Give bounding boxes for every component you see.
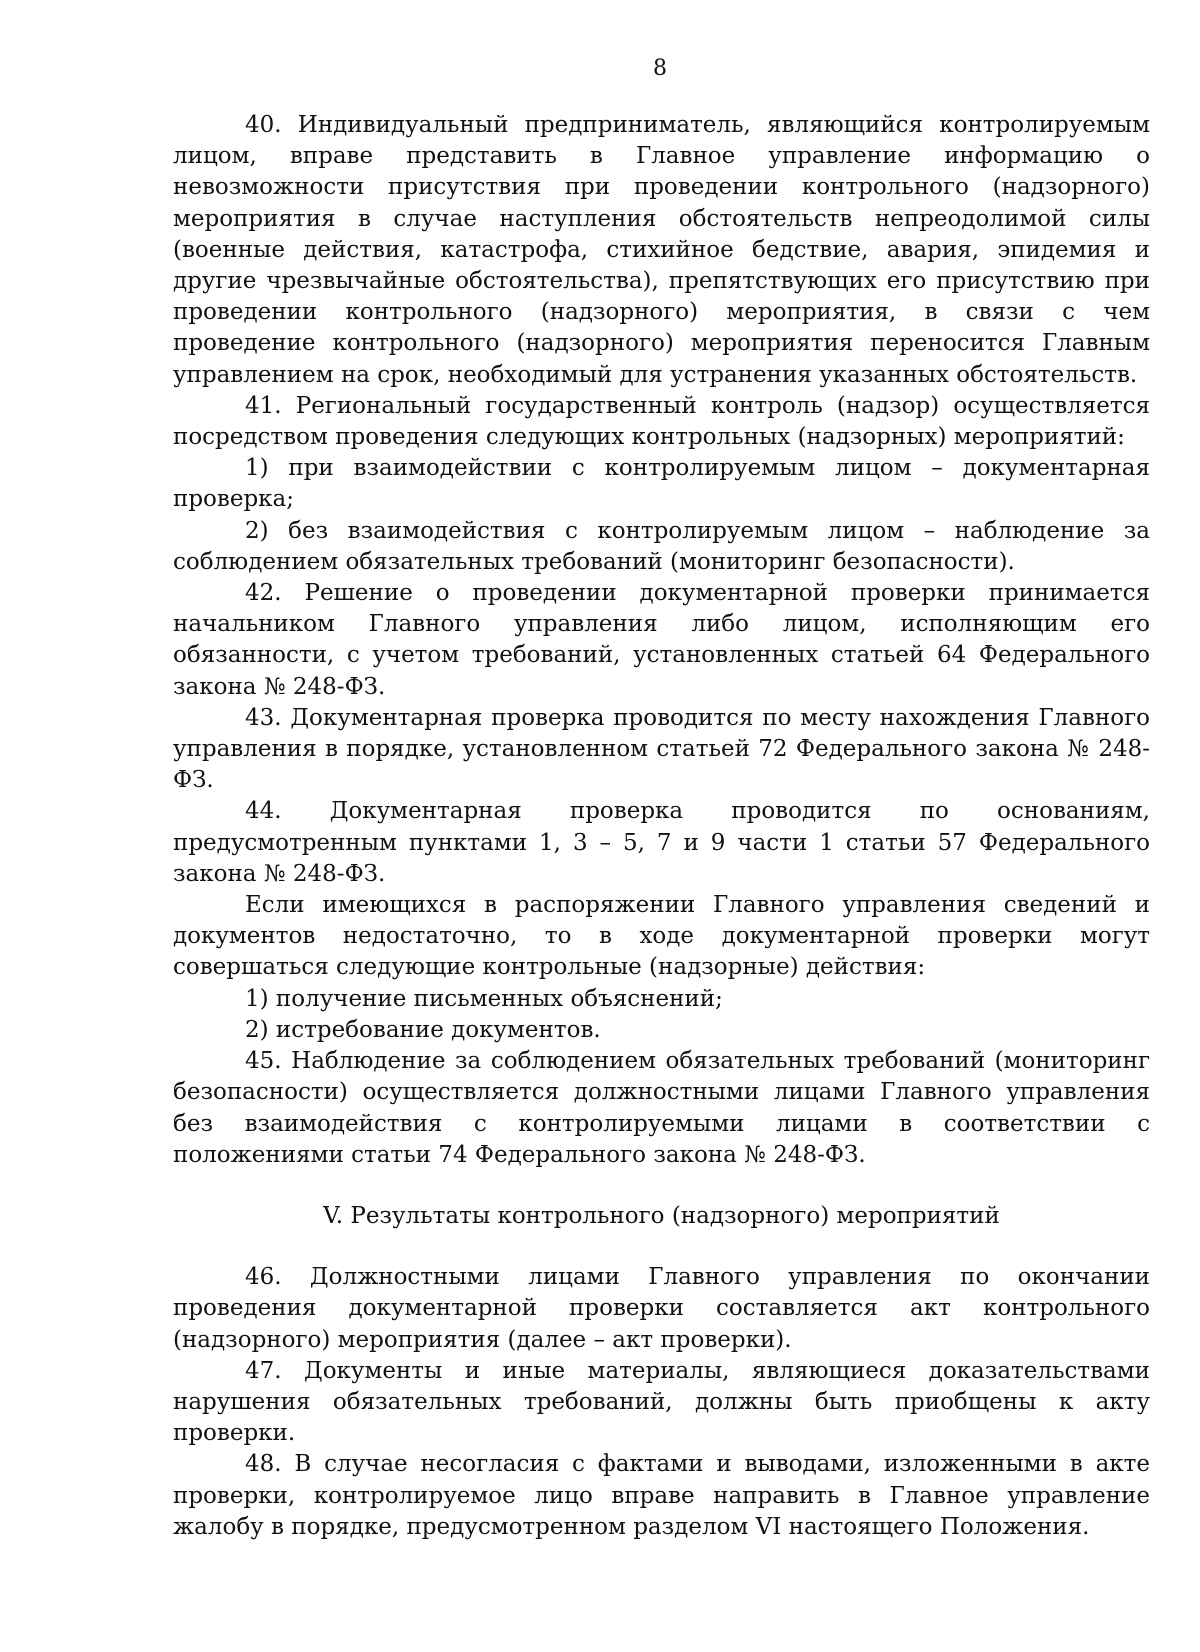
paragraph-41-item-1: 1) при взаимодействии с контролируемым лицом – документарная проверка; [173, 455, 1150, 513]
page-number: 8 [653, 56, 667, 81]
paragraph-43: 43. Документарная проверка проводится по месту нахождения Главного управления в порядке, установленном статьей 72 Федерального закона № 248-ФЗ. [173, 704, 1150, 794]
paragraph-46: 46. Должностными лицами Главного управления по окончании проведения документарной проверки составляется акт контрольного (надзорного) мероприятия (далее – акт проверки). [173, 1264, 1150, 1353]
paragraph-42: 42. Решение о проведении документарной проверки принимается начальником Главного управления либо лицом, исполняющим его обязанности, с учетом требований, установленных статьей 64 Федерального закона № 248-ФЗ. [173, 580, 1150, 700]
paragraph-44: 44. Документарная проверка проводится по основаниям, предусмотренным пунктами 1, 3 – 5, 7 и 9 части 1 статьи 57 Федерального закона № 248-ФЗ. [173, 798, 1150, 887]
paragraph-48: 48. В случае несогласия с фактами и выводами, изложенными в акте проверки, контролируемое лицо вправе направить в Главное управление жалобу в порядке, предусмотренном разделом VI настоящего Положения. [173, 1451, 1150, 1540]
paragraph-44-action-2: 2) истребование документов. [245, 1016, 601, 1043]
paragraph-41-item-2: 2) без взаимодействия с контролируемым лицом – наблюдение за соблюдением обязательных требований (мониторинг безопасности). [173, 517, 1150, 575]
document-body [173, 110, 1150, 1543]
paragraph-41: 41. Региональный государственный контроль (надзор) осуществляется посредством проведения следующих контрольных (надзорных) мероприятий: [173, 392, 1150, 451]
paragraph-40: 40. Индивидуальный предприниматель, являющийся контролируемым лицом, вправе представить в Главное управление информацию о невозможности присутствия при проведении контрольного (надзорного) мероприятия в случае наступления обстоятельств непреодолимой силы (военные действия, катастрофа, стихийное бедствие, авария, эпидемия и другие чрезвычайные обстоятельства), препятствующих его присутствию при проведении контрольного (надзорного) мероприятия, в связи с чем проведение контрольного (надзорного) мероприятия переносится Главным управлением на срок, необходимый для устранения указанных обстоятельств. [173, 112, 1150, 388]
section-heading: V. Результаты контрольного (надзорного) мероприятий [323, 1202, 1000, 1229]
paragraph-47: 47. Документы и иные материалы, являющиеся доказательствами нарушения обязательных требований, должны быть приобщены к акту проверки. [173, 1357, 1150, 1447]
paragraph-45: 45. Наблюдение за соблюдением обязательных требований (мониторинг безопасности) осуществляется должностными лицами Главного управления без взаимодействия с контролируемыми лицами в соответствии с положениями статьи 74 Федерального закона № 248-ФЗ. [173, 1048, 1150, 1168]
paragraph-44-action-1: 1) получение письменных объяснений; [245, 985, 723, 1012]
paragraph-44-note: Если имеющихся в распоряжении Главного управления сведений и документов недостаточно, то в ходе документарной проверки могут совершаться следующие контрольные (надзорные) действия: [173, 892, 1150, 981]
